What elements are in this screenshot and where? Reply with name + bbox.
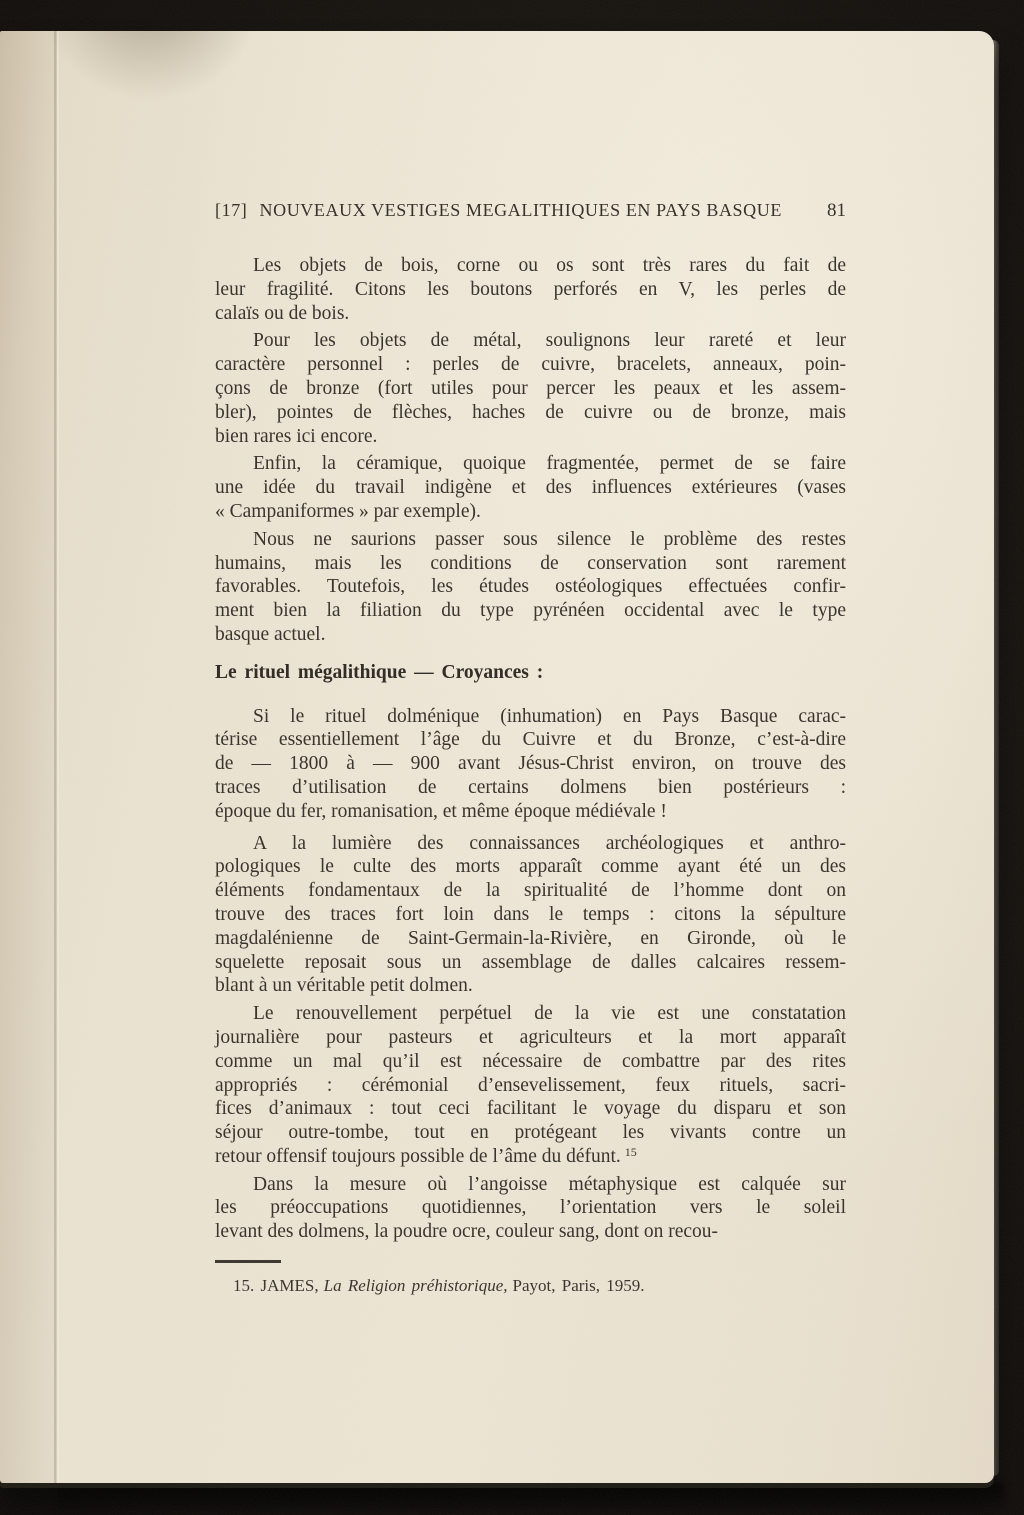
text-line: Enfin, la céramique, quoique fragmentée, permet de se faire	[253, 453, 846, 475]
text-line: leur fragilité. Citons les boutons perforés en V, les perles de	[215, 278, 846, 300]
text-line: les préoccupations quotidiennes, l’orientation vers le soleil	[215, 1197, 846, 1219]
text-line: basque actuel.	[215, 623, 326, 645]
text-line: Nous ne saurions passer sous silence le problème des restes	[253, 528, 846, 550]
section-heading: Le rituel mégalithique — Croyances :	[215, 661, 544, 683]
paragraph	[215, 254, 846, 325]
footnote-work-title: La Religion préhistorique,	[323, 1276, 508, 1296]
gutter-shadow	[0, 31, 56, 1483]
running-header	[215, 198, 846, 223]
text-line: séjour outre-tombe, tout en protégeant les vivants contre un	[215, 1122, 846, 1144]
text-line: blant à un véritable petit dolmen.	[215, 975, 473, 997]
text-line: A la lumière des connaissances archéologiques et anthro-	[253, 832, 846, 854]
text-line: une idée du travail indigène et des influences extérieures (vases	[215, 477, 846, 499]
text-line: humains, mais les conditions de conservation sont rarement	[215, 552, 846, 574]
footnote-label: 15. JAMES,	[233, 1276, 319, 1296]
text-line: levant des dolmens, la poudre ocre, couleur sang, dont on recou-	[215, 1221, 719, 1243]
text-line: bler), pointes de flèches, haches de cuivre ou de bronze, mais	[215, 401, 846, 423]
text-line: calaïs ou de bois.	[215, 302, 350, 324]
paragraph	[215, 452, 846, 523]
footnote-rule	[215, 1260, 281, 1263]
paragraph	[215, 705, 846, 824]
book-page	[0, 31, 994, 1483]
footnote-publication: Payot, Paris, 1959.	[512, 1276, 645, 1296]
text-line: retour offensif toujours possible de l’âme du défunt. $^{15}$	[215, 1144, 637, 1167]
paragraph	[215, 832, 846, 999]
top-fold-shadow	[40, 31, 260, 101]
footnote	[215, 1275, 846, 1297]
article-title: NOUVEAUX VESTIGES MEGALITHIQUES EN PAYS BASQUE	[259, 200, 782, 220]
text-line: çons de bronze (fort utiles pour percer les peaux et les assem-	[215, 377, 846, 399]
text-line: caractère personnel : perles de cuivre, bracelets, anneaux, poin-	[215, 354, 846, 376]
paragraph	[215, 528, 846, 647]
text-line: favorables. Toutefois, les études ostéologiques effectuées confir-	[215, 576, 846, 598]
text-line: traces d’utilisation de certains dolmens bien postérieurs :	[215, 776, 846, 798]
page-number: 81	[827, 200, 846, 221]
page-bottom-shadow	[58, 1483, 1004, 1513]
footnote-ref: 15	[624, 1144, 637, 1159]
paragraph	[215, 1002, 846, 1169]
text-line: époque du fer, romanisation, et même époque médiévale !	[215, 800, 667, 822]
text-line: ment bien la filiation du type pyrénéen occidental avec le type	[215, 600, 846, 622]
text-line: magdalénienne de Saint-Germain-la-Rivière, en Gironde, où le	[215, 927, 846, 949]
text-column	[215, 254, 846, 1244]
text-line: fices d’animaux : tout ceci facilitant le voyage du disparu et son	[215, 1098, 846, 1120]
page-crease	[54, 31, 59, 1483]
running-title	[215, 198, 789, 222]
text-line: pologiques le culte des morts apparaît comme ayant été un des	[215, 856, 846, 878]
page-content	[215, 198, 846, 1297]
paragraph	[215, 1173, 846, 1244]
text-line: bien rares ici encore.	[215, 425, 378, 447]
text-line: Si le rituel dolménique (inhumation) en Pays Basque carac-	[253, 705, 846, 727]
text-line: éléments fondamentaux de la spiritualité de l’homme dont on	[215, 880, 846, 902]
text-line: appropriés : cérémonial d’ensevelissement, feux rituels, sacri-	[215, 1074, 846, 1096]
text-line: « Campaniformes » par exemple).	[215, 500, 481, 522]
text-line: squelette reposait sous un assemblage de dalles calcaires ressem-	[215, 951, 846, 973]
text-line: journalière pour pasteurs et agriculteurs et la mort apparaît	[215, 1026, 846, 1048]
text-line: Dans la mesure où l’angoisse métaphysique est calquée sur	[253, 1173, 846, 1195]
text-line: Le renouvellement perpétuel de la vie est une constatation	[253, 1003, 846, 1025]
text-line: comme un mal qu’il est nécessaire de combattre par des rites	[215, 1050, 846, 1072]
article-index: [17]	[215, 200, 248, 220]
text-line: trouve des traces fort loin dans le temps : citons la sépulture	[215, 903, 846, 925]
text-line: Les objets de bois, corne ou os sont très rares du fait de	[253, 255, 846, 276]
text-line: térise essentiellement l’âge du Cuivre et du Bronze, c’est-à-dire	[215, 729, 846, 751]
paragraph	[215, 329, 846, 448]
text-line: de — 1800 à — 900 avant Jésus-Christ environ, on trouve des	[215, 753, 846, 775]
text-line: Pour les objets de métal, soulignons leur rareté et leur	[253, 330, 846, 352]
